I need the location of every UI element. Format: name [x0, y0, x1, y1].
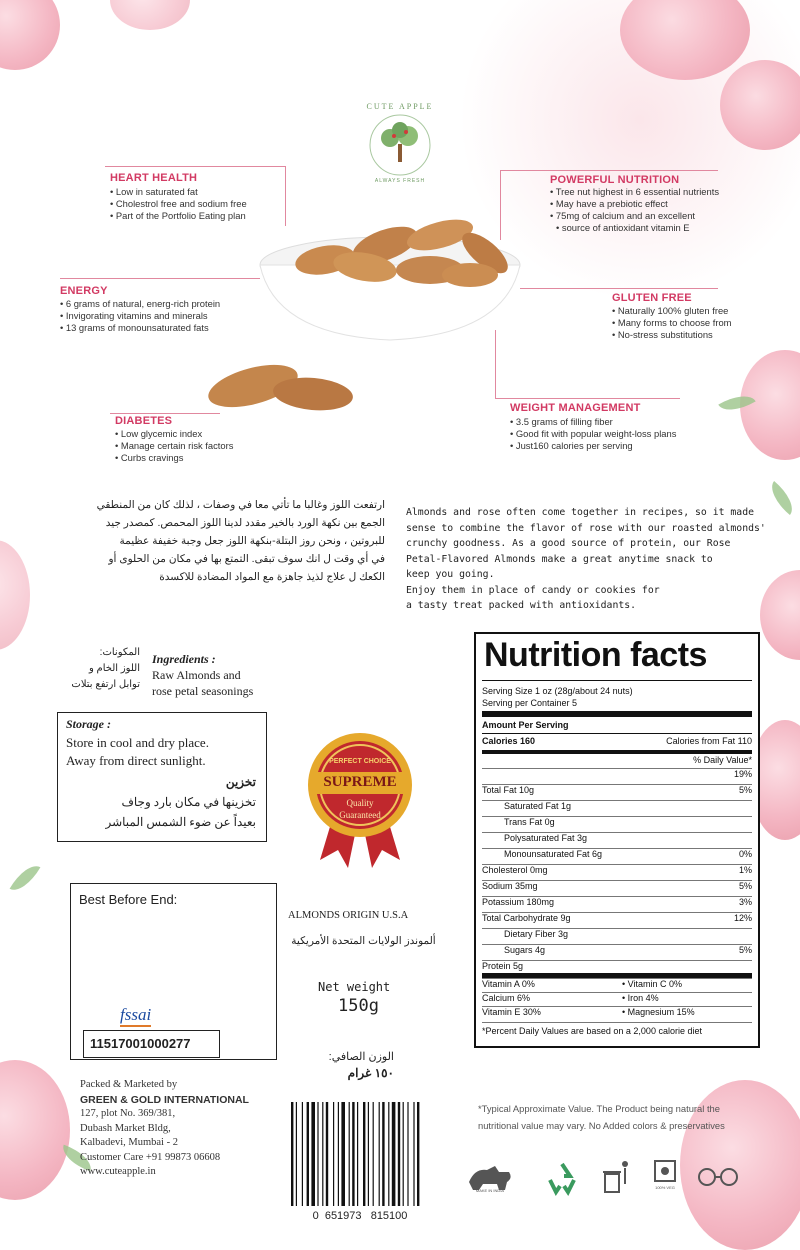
- description-line: Almonds and rose often come together in recipes, so it made: [406, 507, 754, 518]
- divider-thick: [482, 750, 752, 754]
- barcode-bars-icon: [285, 1100, 435, 1208]
- nutrient-label: Monounsaturated Fat 6g: [504, 849, 603, 859]
- packer-line: Kalbadevi, Mumbai - 2: [80, 1137, 178, 1148]
- nutrition-footnote: *Percent Daily Values are based on a 2,000 calorie diet: [482, 1026, 702, 1036]
- rose-decoration: [720, 60, 800, 150]
- vitamin-right: • Vitamin C 0%: [622, 979, 683, 989]
- connector-line: [495, 398, 680, 399]
- connector-line: [520, 288, 718, 289]
- recycle-icon: [542, 1160, 582, 1196]
- powerful-nutrition-title: POWERFUL NUTRITION: [550, 174, 680, 186]
- nutrient-label: Total Fat 10g: [482, 785, 535, 795]
- glasses-icon: [695, 1165, 741, 1189]
- gluten-free-list: [612, 305, 731, 341]
- storage-line: Away from direct sunlight.: [66, 753, 206, 768]
- connector-line: [105, 166, 285, 167]
- calories: Calories 160: [482, 736, 536, 746]
- vitamin-left: Vitamin E 30%: [482, 1007, 541, 1017]
- divider: [482, 1022, 752, 1023]
- connector-line: [285, 166, 286, 226]
- list-item: • Just160 calories per serving: [510, 440, 676, 452]
- list-item: • Tree nut highest in 6 essential nutrients: [550, 186, 719, 198]
- amount-per-serving: Amount Per Serving: [482, 720, 569, 730]
- nutrient-daily-value: 5%: [738, 881, 752, 891]
- rose-decoration: [0, 540, 30, 650]
- nutrient-daily-value: 5%: [738, 945, 752, 955]
- net-weight-value: 150g: [338, 996, 379, 1016]
- nutrient-row: [482, 832, 752, 845]
- nutrient-row: [482, 800, 752, 813]
- ingredients-title-ar: المكونات:: [99, 647, 140, 658]
- nutrient-daily-value: 0%: [738, 849, 752, 859]
- description-line: ارتفعت اللوز وغالبا ما تأتي معا في وصفات ، لذلك كان من المنطقي: [96, 499, 385, 511]
- list-item: • Invigorating vitamins and minerals: [60, 310, 220, 322]
- vitamin-row: [482, 1006, 752, 1019]
- nutrient-label: Sugars 4g: [504, 945, 546, 955]
- rose-decoration: [0, 1060, 70, 1200]
- nutrient-row: [482, 960, 752, 978]
- ingredients-line: Raw Almonds and: [152, 668, 241, 682]
- energy-list: [60, 298, 220, 334]
- nutrition-facts-panel: [474, 632, 760, 1048]
- packer-info: [80, 1078, 280, 1180]
- packer-line: 127, plot No. 369/381,: [80, 1108, 176, 1119]
- storage-box: [57, 712, 267, 842]
- description-line: للبروتين ، ونحن روز البتلة-بنكهة اللوز جعل وجبة خفيفة عظيمة: [119, 535, 385, 547]
- list-item: • source of antioxidant vitamin E: [550, 222, 719, 234]
- nutrient-label: Dietary Fiber 3g: [504, 929, 569, 939]
- description-line: Enjoy them in place of candy or cookies for: [406, 584, 660, 596]
- packer-line: GREEN & GOLD INTERNATIONAL: [80, 1093, 249, 1106]
- heart-health-title: HEART HEALTH: [110, 172, 198, 184]
- list-item: • 3.5 grams of filling fiber: [510, 416, 676, 428]
- divider: [482, 733, 752, 734]
- diabetes-title: DIABETES: [115, 415, 173, 427]
- nutrient-label: Total Carbohydrate 9g: [482, 913, 571, 923]
- list-item: • May have a prebiotic effect: [550, 198, 719, 210]
- nutrient-label: Potassium 180mg: [482, 897, 555, 907]
- nutrient-daily-value: 3%: [738, 897, 752, 907]
- storage-line-ar: تخزينها في مكان بارد وجاف: [121, 795, 256, 809]
- badge-line1: Quality: [346, 798, 374, 808]
- vitamin-right: • Iron 4%: [622, 993, 659, 1003]
- barcode: [285, 1100, 435, 1228]
- disclaimer-line: nutritional value may vary. No Added colors & preservatives: [478, 1120, 725, 1131]
- weight-management-list: [510, 416, 676, 452]
- weight-management-title: WEIGHT MANAGEMENT: [510, 402, 641, 414]
- ingredients-english: [152, 651, 302, 699]
- connector-line: [60, 278, 260, 279]
- list-item: • Low in saturated fat: [110, 186, 247, 198]
- nutrient-row: [482, 880, 752, 893]
- rose-decoration: [0, 0, 60, 70]
- list-item: • Low glycemic index: [115, 428, 233, 440]
- rose-decoration: [110, 0, 190, 30]
- net-weight-value-ar: ١٥٠ غرام: [347, 1066, 394, 1080]
- diabetes-list: [115, 428, 233, 464]
- badge-top-text: PERFECT CHOICE: [329, 758, 391, 765]
- nutrient-row: [482, 784, 752, 797]
- rose-decoration: [760, 570, 800, 660]
- disclaimer: [478, 1100, 768, 1134]
- connector-line: [500, 170, 718, 171]
- description-line: الجمع بين نكهة الورد بالخير مقدد لدينا اللوز المحمص. كمصدر جيد: [105, 517, 385, 529]
- almond-bowl-image: [255, 205, 525, 345]
- disclaimer-line: *Typical Approximate Value. The Product being natural the: [478, 1103, 720, 1114]
- gluten-free-title: GLUTEN FREE: [612, 292, 692, 304]
- storage-title-ar: تخزين: [225, 775, 256, 789]
- badge-main-text: SUPREME: [323, 774, 397, 790]
- ingredients-arabic: [40, 645, 140, 693]
- list-item: • 13 grams of monounsaturated fats: [60, 322, 220, 334]
- nutrient-row: [482, 864, 752, 877]
- packer-line: Customer Care +91 99873 06608: [80, 1151, 221, 1163]
- badge-line2: Guaranteed: [339, 810, 381, 820]
- icon-label: MAKE IN INDIA: [475, 1188, 505, 1193]
- nutrient-daily-value: 1%: [738, 865, 752, 875]
- list-item: • No-stress substitutions: [612, 329, 731, 341]
- list-item: • Part of the Portfolio Eating plan: [110, 210, 247, 222]
- rose-decoration: [620, 0, 750, 80]
- storage-title: Storage :: [66, 717, 111, 731]
- vitamin-row: [482, 992, 752, 1005]
- ingredients-title: Ingredients :: [152, 652, 216, 666]
- arabic-description: [40, 496, 385, 586]
- ingredients-line-ar: توابل ارتفع بتلات: [71, 679, 140, 690]
- make-in-india-lion-icon: [465, 1160, 515, 1196]
- energy-title: ENERGY: [60, 285, 108, 297]
- apple-tree-logo-icon: [350, 100, 450, 190]
- connector-line: [110, 413, 220, 414]
- leaf-decoration: [10, 859, 41, 896]
- packer-line: Dubash Market Bldg,: [80, 1122, 171, 1134]
- divider: [482, 680, 752, 681]
- divider-thick: [482, 711, 752, 717]
- nutrient-row: [482, 816, 752, 829]
- fssai-number-box: [83, 1030, 220, 1058]
- nutrient-label: Protein 5g: [482, 961, 524, 971]
- nutrient-row: [482, 848, 752, 861]
- origin-en: ALMONDS ORIGIN U.S.A: [288, 910, 409, 921]
- description-line: keep you going.: [406, 569, 495, 580]
- nutrient-row: [482, 928, 752, 941]
- description-line: a tasty treat packed with antioxidants.: [406, 600, 637, 611]
- net-weight-label: Net weight: [318, 980, 391, 994]
- brand-tagline: ALWAYS FRESH: [374, 178, 426, 184]
- vitamin-left: Calcium 6%: [482, 993, 531, 1003]
- brand-name: CUTE APPLE: [366, 102, 434, 111]
- list-item: • Curbs cravings: [115, 452, 233, 464]
- rose-decoration: [740, 350, 800, 460]
- vitamin-right: • Magnesium 15%: [622, 1007, 695, 1017]
- serving-size: Serving Size 1 oz (28g/about 24 nuts): [482, 686, 633, 696]
- daily-value-header: % Daily Value*: [693, 755, 752, 765]
- supreme-quality-badge: [300, 730, 420, 870]
- veg-mark-icon: [650, 1158, 680, 1198]
- leaf-decoration: [764, 481, 800, 515]
- packer-line: www.cuteapple.in: [80, 1166, 156, 1177]
- list-item: • Naturally 100% gluten free: [612, 305, 731, 317]
- description-line: في أي وقت ل انك سوف تبقى. التمتع بها في مكان من الحلوى أو: [108, 553, 385, 565]
- nutrition-title: Nutrition facts: [484, 636, 707, 674]
- list-item: • 75mg of calcium and an excellent: [550, 210, 719, 222]
- nutrient-row: [482, 768, 752, 781]
- nutrient-daily-value: 5%: [738, 785, 752, 795]
- description-line: crunchy goodness. As a good source of protein, our Rose: [406, 538, 731, 549]
- nutrient-row: [482, 944, 752, 957]
- description-line: sense to combine the flavor of rose with our roasted almonds': [406, 522, 766, 534]
- barcode-digits: 0 651973 815100: [312, 1210, 408, 1222]
- english-description: [406, 505, 766, 614]
- nutrient-row: [482, 896, 752, 909]
- origin-ar: ألموندز الولايات المتحدة الأمريكية: [291, 935, 436, 947]
- servings-per-container: Serving per Container 5: [482, 698, 578, 708]
- bin-disposal-icon: [597, 1158, 633, 1198]
- best-before-label: Best Before End:: [79, 892, 178, 907]
- calories-from-fat: Calories from Fat 110: [666, 736, 752, 746]
- list-item: • 6 grams of natural, energ-rich protein: [60, 298, 220, 310]
- brand-logo: [350, 100, 450, 190]
- connector-line: [500, 170, 501, 240]
- list-item: • Cholestrol free and sodium free: [110, 198, 247, 210]
- nutrient-daily-value: 19%: [733, 769, 752, 779]
- nutrient-label: Polysaturated Fat 3g: [504, 833, 588, 843]
- storage-line-ar: بعيداً عن ضوء الشمس المباشر: [105, 815, 256, 829]
- fssai-logo: fssai: [120, 1005, 151, 1027]
- connector-line: [495, 330, 496, 398]
- ingredients-line-ar: اللوز الخام و: [88, 663, 140, 674]
- list-item: • Manage certain risk factors: [115, 440, 233, 452]
- nutrient-label: Trans Fat 0g: [504, 817, 555, 827]
- description-line: Petal-Flavored Almonds make a great anytime snack to: [406, 553, 713, 565]
- net-weight-label-ar: الوزن الصافي:: [328, 1051, 394, 1063]
- nutrient-row: [482, 912, 752, 925]
- heart-health-list: [110, 186, 247, 222]
- vitamin-left: Vitamin A 0%: [482, 979, 535, 989]
- nutrient-label: Sodium 35mg: [482, 881, 538, 891]
- storage-line: Store in cool and dry place.: [66, 735, 209, 750]
- nutrient-daily-value: 12%: [733, 913, 752, 923]
- vitamin-row: [482, 978, 752, 991]
- nutrient-label: Saturated Fat 1g: [504, 801, 572, 811]
- icon-label: 100% VEG: [655, 1185, 675, 1190]
- list-item: • Many forms to choose from: [612, 317, 731, 329]
- nutrient-label: Cholesterol 0mg: [482, 865, 548, 875]
- packer-line: Packed & Marketed by: [80, 1079, 178, 1090]
- ingredients-line: rose petal seasonings: [152, 684, 254, 698]
- list-item: • Good fit with popular weight-loss plans: [510, 428, 676, 440]
- fssai-number: 11517001000277: [90, 1036, 191, 1051]
- description-line: الكعك ل علاج لذيذ جاهزة مع المواد المضادة للاكسدة: [159, 571, 385, 583]
- powerful-nutrition-list: [550, 186, 719, 234]
- loose-almonds-image: [205, 358, 355, 418]
